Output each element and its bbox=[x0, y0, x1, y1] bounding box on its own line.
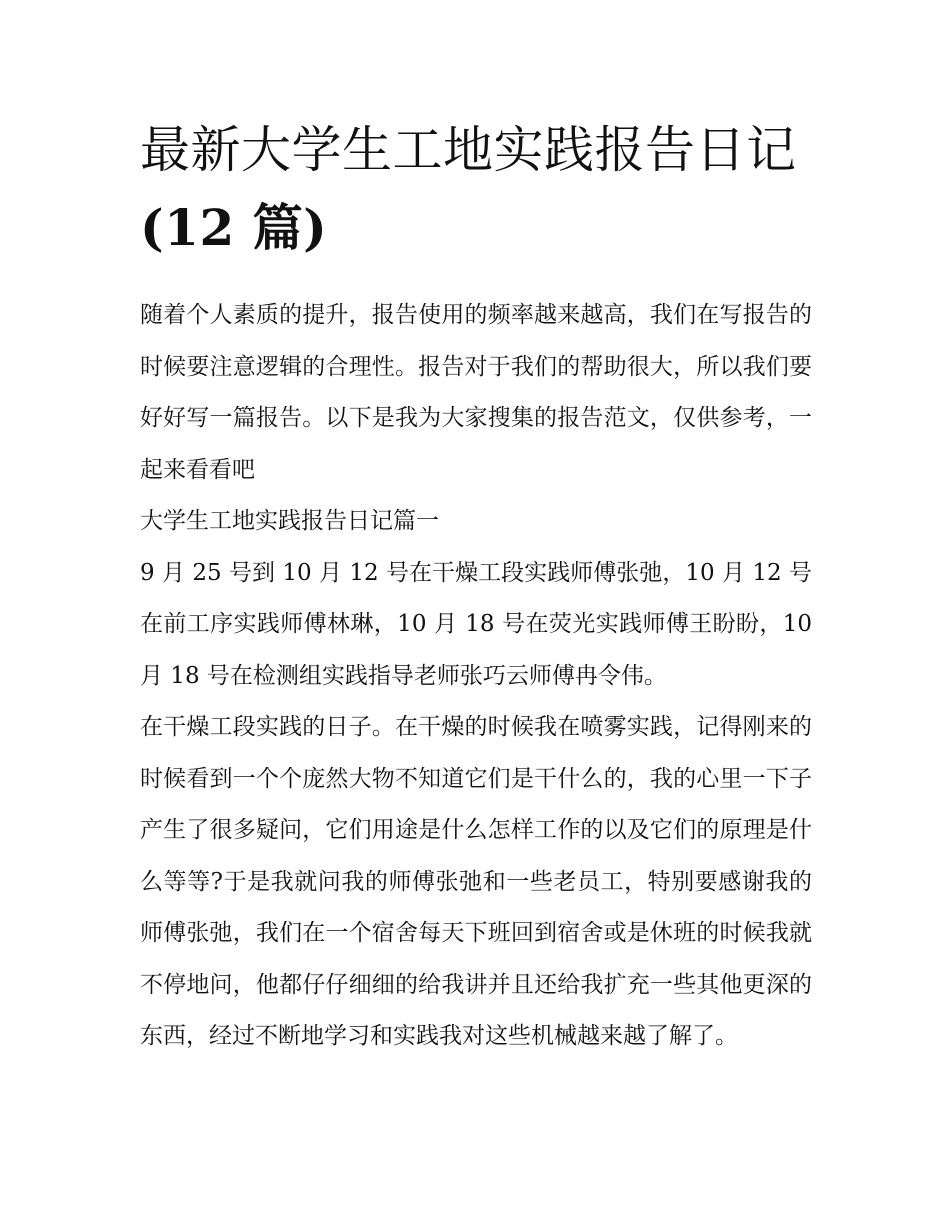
document-title bbox=[140, 112, 812, 266]
title-line-1: 最新大学生工地实践报告日记 bbox=[140, 121, 797, 179]
intro-paragraph: 随着个人素质的提升，报告使用的频率越来越高，我们在写报告的时候要注意逻辑的合理性。报告对于我们的帮助很大，所以我们要好好写一篇报告。以下是我为大家搜集的报告范文，仅供参考，一起来看看吧 bbox=[140, 302, 812, 483]
document-page bbox=[140, 112, 812, 1063]
body-paragraph-2: 在干燥工段实践的日子。在干燥的时候我在喷雾实践，记得刚来的时候看到一个个庞然大物不知道它们是干什么的，我的心里一下子产生了很多疑问，它们用途是什么怎样工作的以及它们的原理是什么等等?于是我就问我的师傅张弛和一些老员工，特别要感谢我的师傅张弛，我们在一个宿舍每天下班回到宿舍或是休班的时候我就不停地问，他都仔仔细细的给我讲并且还给我扩充一些其他更深的东西，经过不断地学习和实践我对这些机械越来越了解了。 bbox=[140, 714, 812, 1049]
title-line-2: (12 篇) bbox=[140, 198, 328, 257]
section-heading: 大学生工地实践报告日记篇一 bbox=[140, 508, 439, 534]
body-paragraph-1: 9 月 25 号到 10 月 12 号在干燥工段实践师傅张弛，10 月 12 号在前工序实践师傅林琳，10 月 18 号在荧光实践师傅王盼盼，10 月 18 号在检测组实践指导老师张巧云师傅冉令伟。 bbox=[140, 559, 812, 689]
